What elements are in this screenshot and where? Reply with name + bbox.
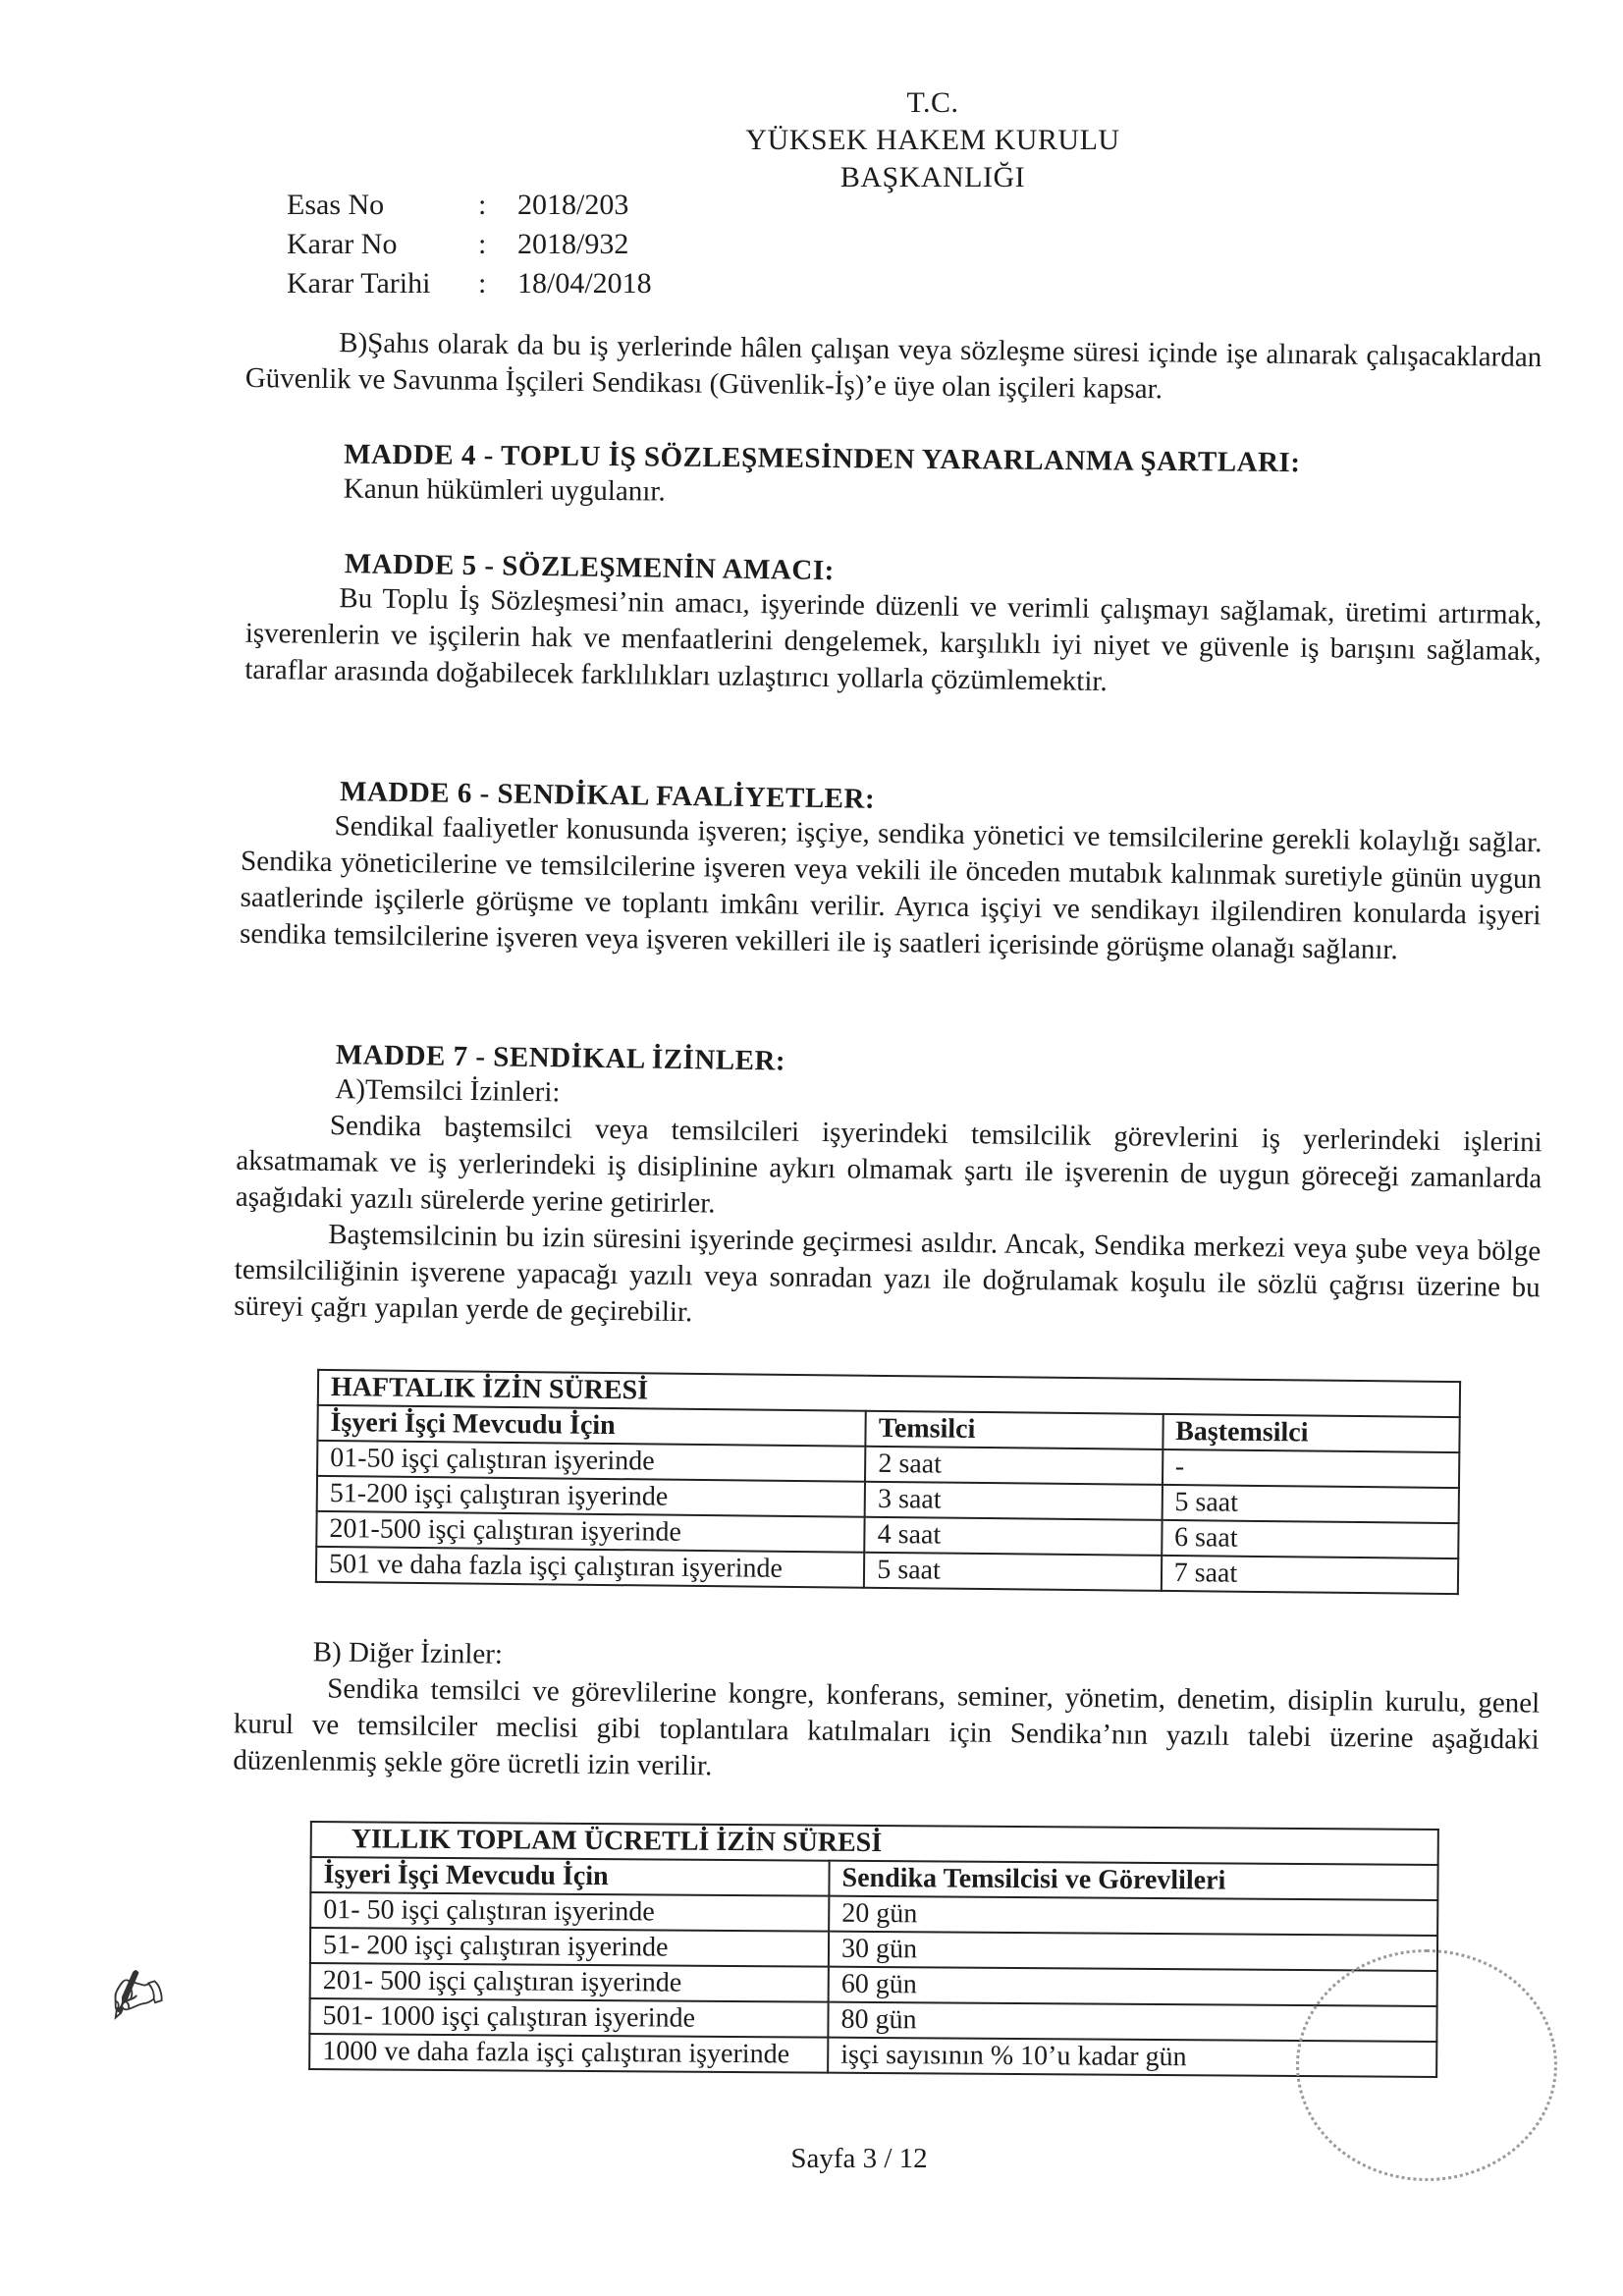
table-row: 51-200 işçi çalıştıran işyerinde 3 saat 5 saat (317, 1476, 1459, 1523)
madde-4-text: Kanun hükümleri uygulanır. (343, 472, 666, 508)
table-row: 01- 50 işçi çalıştıran işyerinde 20 gün (310, 1892, 1437, 1936)
karar-value: 2018/932 (517, 228, 629, 260)
madde-7-a-label: A)Temsilci İzinleri: (335, 1073, 561, 1109)
table-row: 201-500 işçi çalıştıran işyerinde 4 saat 6 saat (316, 1511, 1458, 1558)
weekly-header-chief-representative: Baştemsilci (1163, 1414, 1460, 1452)
madde-5-title: MADDE 5 - SÖZLEŞMENİN AMACI: (344, 548, 835, 587)
madde-7-paragraph-1: Sendika baştemsilci veya temsilcileri işyerindeki temsilcilik görevlerini iş yerlerindeki işlerini aksatmamak ve iş yerlerindeki iş disiplinine aykırı olmamak şartı ile işverenin de uygun göreceği zamanlarda aşağıdaki yazılı sürelerde yerine getirirler. (235, 1110, 1542, 1220)
esas-value: 2018/203 (517, 189, 629, 221)
table-row: 201- 500 işçi çalıştıran işyerinde 60 gün (310, 1963, 1437, 2006)
madde-6-section (240, 775, 1542, 970)
madde-4-section (344, 439, 1542, 519)
weekly-header-representative: Temsilci (866, 1411, 1163, 1449)
table-row: 501 ve daha fazla işçi çalıştıran işyerinde 5 saat 7 saat (316, 1547, 1458, 1594)
annual-header-days: Sendika Temsilcisi ve Görevlileri (829, 1861, 1437, 1900)
madde-5-section (244, 547, 1542, 706)
tarih-value: 18/04/2018 (517, 267, 652, 300)
tarih-label: Karar Tarihi (287, 267, 431, 300)
handwritten-signature: ✍ (94, 1946, 175, 2043)
header-line-2: YÜKSEK HAKEM KURULU (745, 124, 1120, 156)
case-metadata: Esas No : 2018/203 Karar No : 2018/932 Karar Tarihi : 18/04/2018 (287, 189, 652, 300)
table-row: 501- 1000 işçi çalıştıran işyerinde 80 gün (309, 1998, 1436, 2042)
madde-7-section (234, 1038, 1543, 1343)
official-seal-stamp (1296, 1949, 1557, 2181)
table-row: 51- 200 işçi çalıştıran işyerinde 30 gün (310, 1928, 1437, 1971)
table-row: 01-50 işçi çalıştıran işyerinde 2 saat - (317, 1441, 1459, 1488)
madde-6-title: MADDE 6 - SENDİKAL FAALİYETLER: (339, 776, 876, 815)
weekly-leave-table (315, 1369, 1461, 1595)
institution-header (687, 86, 1178, 194)
madde-4-title: MADDE 4 - TOPLU İŞ SÖZLEŞMESİNDEN YARARLANMA ŞARTLARI: (344, 438, 1301, 479)
header-line-1: T.C. (906, 86, 959, 119)
page-number: Sayfa 3 / 12 (790, 2143, 928, 2174)
esas-label: Esas No (287, 189, 385, 221)
paragraph-b: B)Şahıs olarak da bu iş yerlerinde hâlen çalışan veya sözleşme süresi içinde işe alınarak çalışacaklardan Güvenlik ve Savunma İşçileri Sendikası (Güvenlik-İş)’e üye olan işçileri kapsar. (244, 327, 1542, 406)
annual-header-workers: İşyeri İşçi Mevcudu İçin (310, 1857, 829, 1896)
weekly-header-workers: İşyeri İşçi Mevcudu İçin (317, 1405, 866, 1447)
madde-6-text: Sendikal faaliyetler konusunda işveren; işçiye, sendika yönetici ve temsilcilerine gerekli kolaylığı sağlar. Sendika yöneticilerine ve temsilcilerine işveren veya vekili ile önceden mutabık kalınmak suretiyle günün uygun saatlerinde işçilerle görüşme ve toplantı imkânı verilir. Ayrıca işçiyi ve sendikayı ilgilendiren konularda işyeri sendika temsilcilerine işveren veya işveren vekilleri ile iş saatleri içerisinde görüşme olanağı sağlanır. (239, 810, 1542, 966)
madde-7-paragraph-3: Sendika temsilci ve görevlilerine kongre, konferans, seminer, yönetim, denetim, disiplin kurulu, genel kurul ve temsilciler meclisi gibi toplantılara katılmaları için Sendika’nın yazılı talebi üzerine aşağıdaki düzenlenmiş şekle göre ücretli izin verilir. (233, 1672, 1541, 1782)
weekly-table-title: HAFTALIK İZİN SÜRESİ (318, 1370, 1460, 1417)
other-leave-section (233, 1634, 1541, 1794)
madde-7-title: MADDE 7 - SENDİKAL İZİNLER: (335, 1039, 786, 1077)
madde-5-text: Bu Toplu İş Sözleşmesi’nin amacı, işyerinde düzenli ve verimli çalışmayı sağlamak, üretimi artırmak, işverenlerin ve işçilerin hak ve menfaatlerini dengelemek, karşılıklı iyi niyet ve güvenle iş barışını sağlamak, taraflar arasında doğabilecek farklılıkları uzlaştırıcı yollarla çözümlemektir. (244, 582, 1542, 698)
madde-7-paragraph-2: Baştemsilcinin bu izin süresini işyerinde geçirmesi asıldır. Ancak, Sendika merkezi veya şube veya bölge temsilciliğinin işverene yapacağı yazılı veya sonradan yazı ile doğrulamak koşulu ile sözlü çağrısı üzerine bu süreyi çağrı yapılan yerde de geçirebilir. (234, 1219, 1542, 1329)
header-line-3: BAŞKANLIĞI (839, 161, 1026, 193)
table-row: 1000 ve daha fazla işçi çalıştıran işyerinde işçi sayısının % 10’u kadar gün (309, 2034, 1436, 2077)
annual-table-title: YILLIK TOPLAM ÜCRETLİ İZİN SÜRESİ (311, 1822, 1438, 1865)
madde-7-b-label: B) Diğer İzinler: (312, 1636, 504, 1670)
annual-leave-table (308, 1821, 1439, 2078)
karar-label: Karar No (287, 228, 398, 260)
